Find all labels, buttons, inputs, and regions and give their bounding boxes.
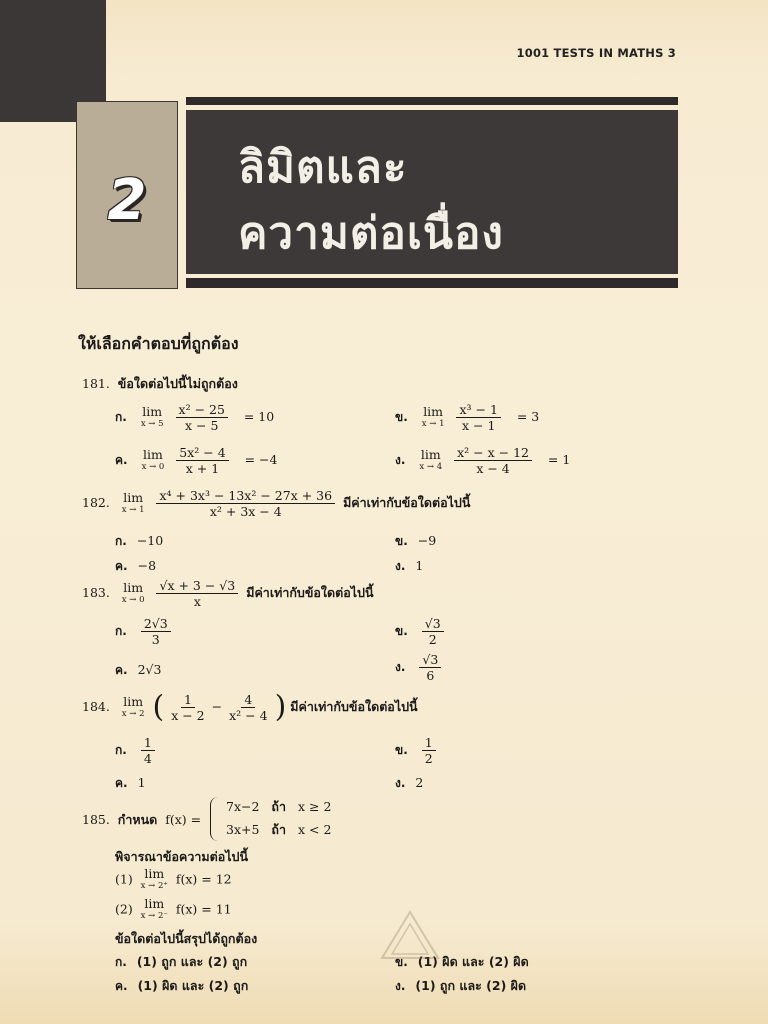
piece-2: [226, 820, 331, 840]
define-text: กำหนด: [117, 812, 158, 827]
piece-condition: x < 2: [298, 822, 332, 837]
piece-expression: 7x−2: [226, 799, 260, 814]
limit-operator: lim x → 2⁺: [140, 866, 168, 891]
statement-label: (1): [115, 871, 133, 887]
statement-2: [115, 898, 232, 922]
question-185-stem: [82, 810, 201, 830]
limit-operator: lim x → 5: [140, 403, 164, 429]
option-value: −9: [417, 533, 437, 548]
limit-operator: lim x → 2: [121, 693, 145, 719]
fraction: $\frac{1}{4}$: [141, 735, 155, 766]
banner-bottom-rule: [186, 278, 678, 288]
question-number: 183.: [82, 585, 110, 600]
piecewise-brace: [210, 797, 219, 841]
q182-option-d: ง. 1: [395, 558, 424, 573]
option-value: −10: [136, 533, 164, 548]
limit-operator: lim x → 0: [121, 579, 145, 605]
chapter-title-banner: [186, 110, 678, 274]
question-184-stem: [82, 689, 418, 725]
q183-option-c: ค. 2√3: [115, 662, 162, 677]
piece-condition: x ≥ 2: [298, 799, 332, 814]
consider-text: พิจารณาข้อความต่อไปนี้: [115, 849, 248, 864]
option-value: = 1: [547, 452, 571, 467]
conclude-text: ข้อใดต่อไปนี้สรุปได้ถูกต้อง: [115, 931, 258, 946]
option-value: 1: [137, 775, 146, 790]
option-value: 1: [415, 558, 424, 573]
question-number: 182.: [82, 495, 110, 510]
q182-option-b: ข. −9: [395, 533, 437, 548]
q181-option-d: [395, 445, 570, 476]
q181-option-b: [395, 402, 539, 433]
q184-option-a: ก. $\frac{1}{4}$: [115, 735, 159, 766]
q183-option-b: ข. $\frac{√3}{2}$: [395, 616, 448, 647]
function-name: f(x) =: [165, 812, 202, 827]
limit-operator: lim x → 1: [121, 489, 145, 515]
fraction: $\frac{\text{x³ − 1}}{x - 1}$: [456, 402, 500, 433]
fraction: $\frac{√x + 3 - √3}{x}$: [156, 578, 238, 609]
chapter-title-line-2: ความต่อเนื่อง: [238, 208, 504, 259]
q182-option-a: ก. −10: [115, 533, 164, 548]
section-instruction: ให้เลือกคำตอบที่ถูกต้อง: [78, 334, 239, 353]
piece-expression: 3x+5: [226, 822, 260, 837]
option-value: (1) ผิด และ (2) ผิด: [417, 954, 529, 969]
question-text: ข้อใดต่อไปนี้ไม่ถูกต้อง: [117, 376, 238, 391]
fraction: $\frac{4}{\text{x² − 4}}$: [229, 692, 268, 723]
question-text: มีค่าเท่ากับข้อใดต่อไปนี้: [290, 699, 418, 714]
triangle-watermark-icon: [380, 910, 440, 960]
right-paren: ): [274, 689, 287, 725]
question-number: 181.: [82, 376, 110, 391]
question-number: 185.: [82, 812, 110, 827]
option-value: = 3: [516, 409, 540, 424]
limit-operator: lim x → 4: [419, 446, 443, 472]
fraction: $\frac{√3}{2}$: [422, 616, 444, 647]
q184-option-d: ง. 2: [395, 775, 424, 790]
minus-sign: −: [211, 699, 223, 714]
fraction: $\frac{\text{x² − 25}}{x - 5}$: [176, 402, 228, 433]
question-text: มีค่าเท่ากับข้อใดต่อไปนี้: [246, 585, 374, 600]
fraction: $\frac{\text{5x² − 4}}{x + 1}$: [176, 445, 228, 476]
q181-option-a: [115, 402, 274, 433]
q184-option-c: ค. 1: [115, 775, 146, 790]
question-number: 184.: [82, 699, 110, 714]
fraction: $\frac{1}{2}$: [422, 735, 436, 766]
q185-option-d: ง. (1) ถูก และ (2) ผิด: [395, 978, 527, 993]
q183-option-d: ง. $\frac{√3}{6}$: [395, 652, 445, 683]
option-label: ค.: [115, 453, 128, 467]
option-label: ข.: [395, 410, 408, 424]
banner-top-rule: [186, 97, 678, 105]
fraction: $\frac{\text{x² − x − 12}}{x - 4}$: [454, 445, 532, 476]
question-text: มีค่าเท่ากับข้อใดต่อไปนี้: [343, 495, 471, 510]
limit-operator: lim x → 1: [421, 403, 445, 429]
chapter-tab: [76, 101, 178, 289]
fraction: $\frac{√3}{6}$: [419, 652, 441, 683]
q183-option-a: ก. $\frac{2√3}{3}$: [115, 616, 175, 647]
option-label: ง.: [395, 453, 406, 467]
fraction: $\frac{1}{x - 2}$: [171, 692, 205, 723]
chapter-number: 2: [107, 168, 147, 233]
question-182-stem: [82, 488, 470, 519]
statement-1: [115, 868, 232, 892]
option-label: ก.: [115, 410, 127, 424]
left-paren: (: [152, 689, 165, 725]
option-value: (1) ถูก และ (2) ถูก: [136, 954, 248, 969]
question-181-stem: [82, 374, 238, 394]
q184-option-b: ข. $\frac{1}{2}$: [395, 735, 440, 766]
limit-operator: lim x → 2⁻: [140, 896, 168, 921]
fraction: $\frac{2√3}{3}$: [141, 616, 171, 647]
limit-operator: lim x → 0: [141, 446, 165, 472]
option-value: −8: [137, 558, 157, 573]
statement-label: (2): [115, 901, 133, 917]
option-value: (1) ถูก และ (2) ผิด: [415, 978, 527, 993]
chapter-title-line-1: ลิมิตและ: [238, 142, 408, 193]
q185-option-b: ข. (1) ผิด และ (2) ผิด: [395, 954, 529, 969]
q182-option-c: ค. −8: [115, 558, 157, 573]
option-value: 2√3: [137, 662, 162, 677]
q185-option-c: ค. (1) ผิด และ (2) ถูก: [115, 978, 249, 993]
statement-expression: f(x) = 11: [175, 901, 232, 917]
q181-option-c: [115, 445, 277, 476]
option-value: = −4: [244, 452, 278, 467]
piece-1: [226, 797, 331, 817]
question-183-stem: [82, 578, 374, 609]
running-head: 1001 TESTS IN MATHS 3: [516, 46, 676, 60]
piece-if: ถ้า: [271, 799, 287, 814]
option-value: = 10: [243, 409, 275, 424]
option-value: (1) ผิด และ (2) ถูก: [137, 978, 249, 993]
piece-if: ถ้า: [271, 822, 287, 837]
statement-expression: f(x) = 12: [175, 871, 232, 887]
option-value: 2: [415, 775, 424, 790]
fraction: $\frac{\text{x⁴ + 3x³ − 13x² − 27x + 36}}{\text{x² + 3x − 4}}$: [156, 488, 335, 519]
q185-option-a: ก. (1) ถูก และ (2) ถูก: [115, 954, 248, 969]
